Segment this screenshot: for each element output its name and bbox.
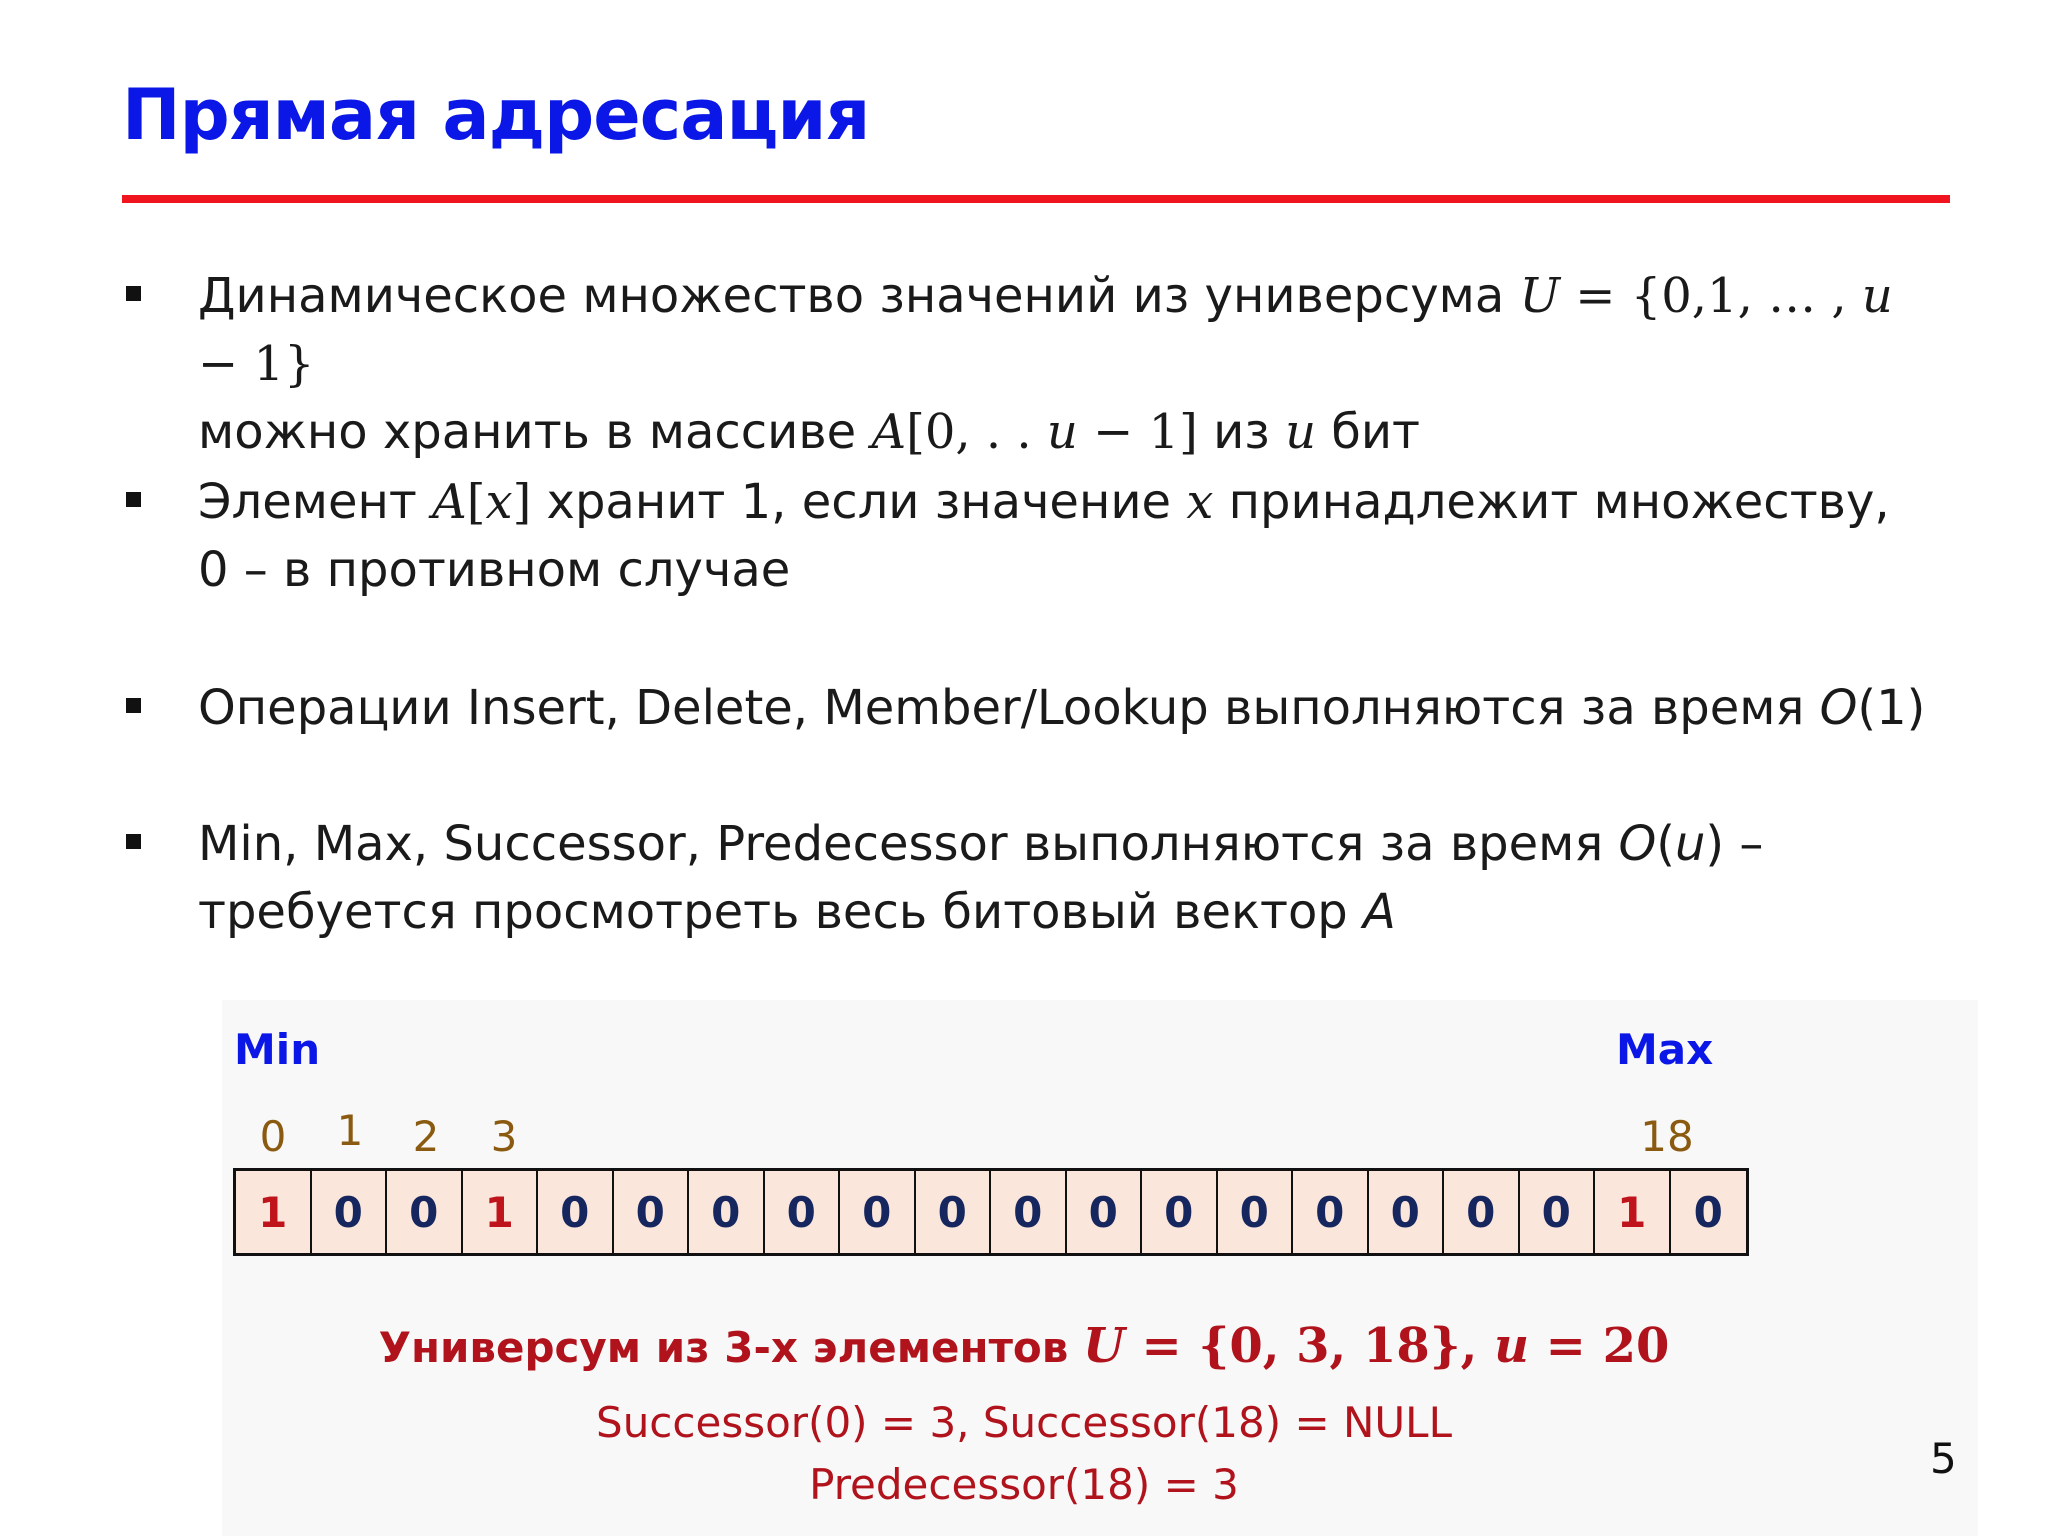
bullet-marker [126,698,141,713]
bit-cell: 0 [1067,1171,1143,1253]
title-divider [122,195,1950,203]
index-label: 2 [412,1112,440,1161]
bit-cell: 0 [387,1171,463,1253]
index-label: 0 [259,1112,287,1161]
bullet-1 [122,262,1942,466]
bullet-marker [126,286,141,301]
bit-cell: 1 [236,1171,312,1253]
predecessor-line: Predecessor(18) = 3 [809,1460,1239,1509]
bullet-marker [126,492,141,507]
bit-cell: 0 [1293,1171,1369,1253]
bullet-4 [122,810,1942,946]
bit-cell: 0 [1218,1171,1294,1253]
bit-cell: 0 [1444,1171,1520,1253]
bullet-1-text: Динамическое множество значений из универсума U = {0,1, … , u − 1} можно хранить в массиве A[0, . . u − 1] из u бит [198,268,1893,460]
bit-cell: 0 [991,1171,1067,1253]
bit-cell: 0 [916,1171,992,1253]
bit-cell: 0 [1693,1187,1723,1237]
bit-cell: 0 [1369,1171,1445,1253]
bit-cell: 0 [689,1171,765,1253]
bit-vector [233,1168,1749,1256]
index-label: 1 [336,1106,364,1155]
bullet-4-text: Min, Max, Successor, Predecessor выполняются за время O(u) – требуется просмотреть весь битовый вектор A [198,816,1764,940]
bit-cell: 0 [614,1171,690,1253]
bit-cell: 1 [1595,1171,1671,1253]
universe-caption: Универсум из 3-х элементов U = {0, 3, 18}, u = 20 [378,1318,1670,1374]
max-label: Max [1616,1025,1714,1074]
bit-cell: 0 [538,1171,614,1253]
bit-cell: 0 [1142,1171,1218,1253]
slide-title: Прямая адресация [122,74,870,156]
bit-cell: 0 [840,1171,916,1253]
bullet-marker [126,834,141,849]
diagram-background [222,1000,1978,1536]
index-label: 3 [490,1112,518,1161]
page-number: 5 [1930,1434,1957,1483]
min-label: Min [234,1025,321,1074]
successor-line: Successor(0) = 3, Successor(18) = NULL [596,1398,1452,1447]
bullet-3-text: Операции Insert, Delete, Member/Lookup выполняются за время O(1) [198,680,1926,736]
bullet-2 [122,468,1942,604]
bullet-3 [122,674,1942,742]
bullet-2-text: Элемент A[x] хранит 1, если значение x принадлежит множеству, 0 – в противном случае [198,474,1890,598]
index-label: 18 [1640,1112,1694,1161]
bit-cell: 0 [312,1171,388,1253]
bit-cell: 1 [463,1171,539,1253]
bit-cell: 0 [1520,1171,1596,1253]
bit-cell: 0 [765,1171,841,1253]
